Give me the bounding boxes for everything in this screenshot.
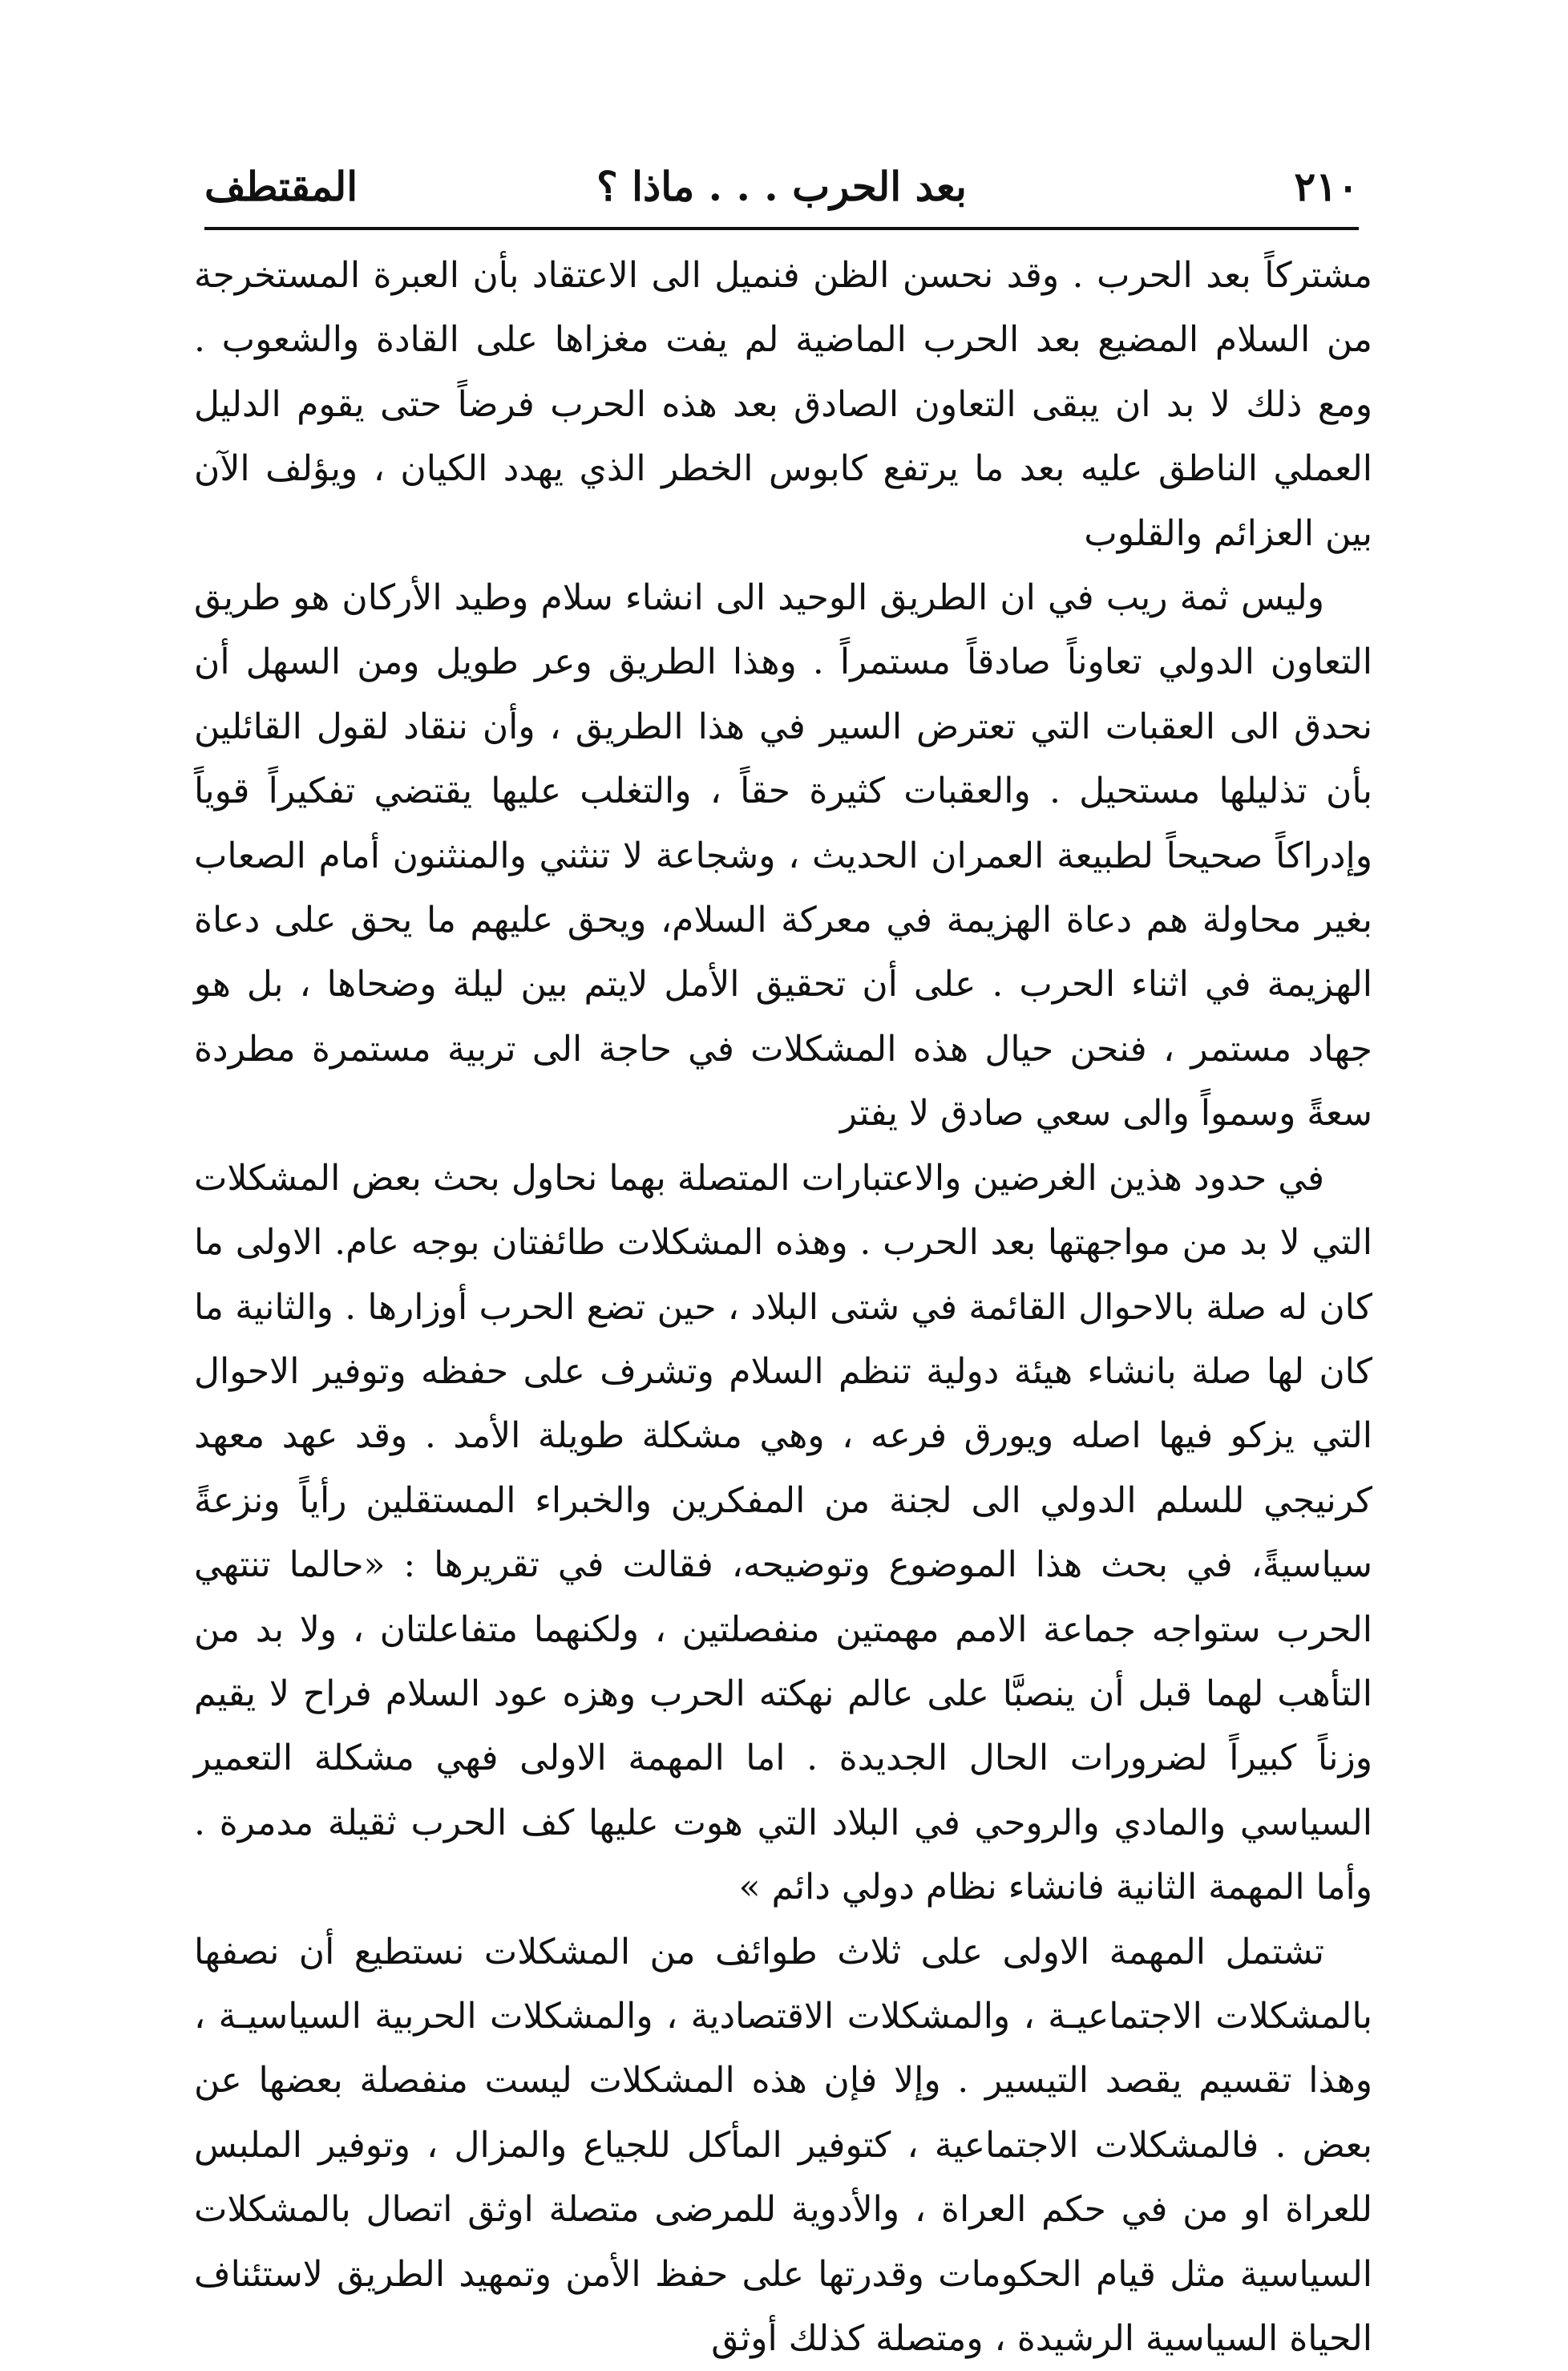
page-number: ٢١٠ [1294, 163, 1359, 210]
magazine-name: المقتطف [204, 163, 358, 210]
paragraph-2: وليس ثمة ريب في ان الطريق الوحيد الى انشاء سلام وطيد الأركان هو طريق التعاون الدولي تعاوناً صادقاً مستمراً . وهذا الطريق وعر طويل ومن السهل أن نحدق الى العقبات التي تعترض السير في هذا الطريق ، وأن ننقاد لقول القائلين بأن تذليلها مستحيل . والعقبات كثيرة حقاً ، والتغلب عليها يقتضي تفكيراً قوياً وإدراكاً صحيحاً لطبيعة العمران الحديث ، وشجاعة لا تنثني والمنثنون أمام الصعاب بغير محاولة هم دعاة الهزيمة في معركة السلام، ويحق عليهم ما يحق على دعاة الهزيمة في اثناء الحرب . على أن تحقيق الأمل لايتم بين ليلة وضحاها ، بل هو جهاد مستمر ، فنحن حيال هذه المشكلات في حاجة الى تربية مستمرة مطردة سعةً وسمواً والى سعي صادق لا يفتر [194, 577, 1372, 1135]
header-rule [204, 227, 1359, 230]
article-body [194, 244, 1372, 2371]
paragraph-1: مشتركاً بعد الحرب . وقد نحسن الظن فنميل الى الاعتقاد بأن العبرة المستخرجة من السلام المضيع بعد الحرب الماضية لم يفت مغزاها على القادة والشعوب . ومع ذلك لا بد ان يبقى التعاون الصادق بعد هذه الحرب فرضاً حتى يقوم الدليل العملي الناطق عليه بعد ما يرتفع كابوس الخطر الذي يهدد الكيان ، ويؤلف الآن بين العزائم والقلوب [194, 255, 1372, 554]
paragraph-4: تشتمل المهمة الاولى على ثلاث طوائف من المشكلات نستطيع أن نصفها بالمشكلات الاجتماعيـة ، والمشكلات الاقتصادية ، والمشكلات الحربية السياسيـة ، وهذا تقسيم يقصد التيسير . وإلا فإن هذه المشكلات ليست منفصلة بعضها عن بعض . فالمشكلات الاجتماعية ، كتوفير المأكل للجياع والمزال ، وتوفير الملبس للعراة او من في حكم العراة ، والأدوية للمرضى متصلة اوثق اتصال بالمشكلات السياسية مثل قيام الحكومات وقدرتها على حفظ الأمن وتمهيد الطريق لاستئناف الحياة السياسية الرشيدة ، ومتصلة كذلك أوثق [194, 1931, 1372, 2359]
running-title: بعد الحرب . . . ماذا ؟ [596, 163, 967, 210]
paragraph-3: في حدود هذين الغرضين والاعتبارات المتصلة بهما نحاول بحث بعض المشكلات التي لا بد من مواجهتها بعد الحرب . وهذه المشكلات طائفتان بوجه عام. الاولى ما كان له صلة بالاحوال القائمة في شتى البلاد ، حين تضع الحرب أوزارها . والثانية ما كان لها صلة بانشاء هيئة دولية تنظم السلام وتشرف على حفظه وتوفير الاحوال التي يزكو فيها اصله ويورق فرعه ، وهي مشكلة طويلة الأمد . وقد عهد معهد كرنيجي للسلم الدولي الى لجنة من المفكرين والخبراء المستقلين رأياً ونزعةً سياسيةً، في بحث هذا الموضوع وتوضيحه، فقالت في تقريرها : «حالما تنتهي الحرب ستواجه جماعة الامم مهمتين منفصلتين ، ولكنهما متفاعلتان ، ولا بد من التأهب لهما قبل أن ينصبَّا على عالم نهكته الحرب وهزه عود السلام فراح لا يقيم وزناً كبيراً لضرورات الحال الجديدة . اما المهمة الاولى فهي مشكلة التعمير السياسي والمادي والروحي في البلاد التي هوت عليها كف الحرب ثقيلة مدمرة . وأما المهمة الثانية فانشاء نظام دولي دائم » [194, 1157, 1372, 1908]
page-header [204, 151, 1359, 223]
